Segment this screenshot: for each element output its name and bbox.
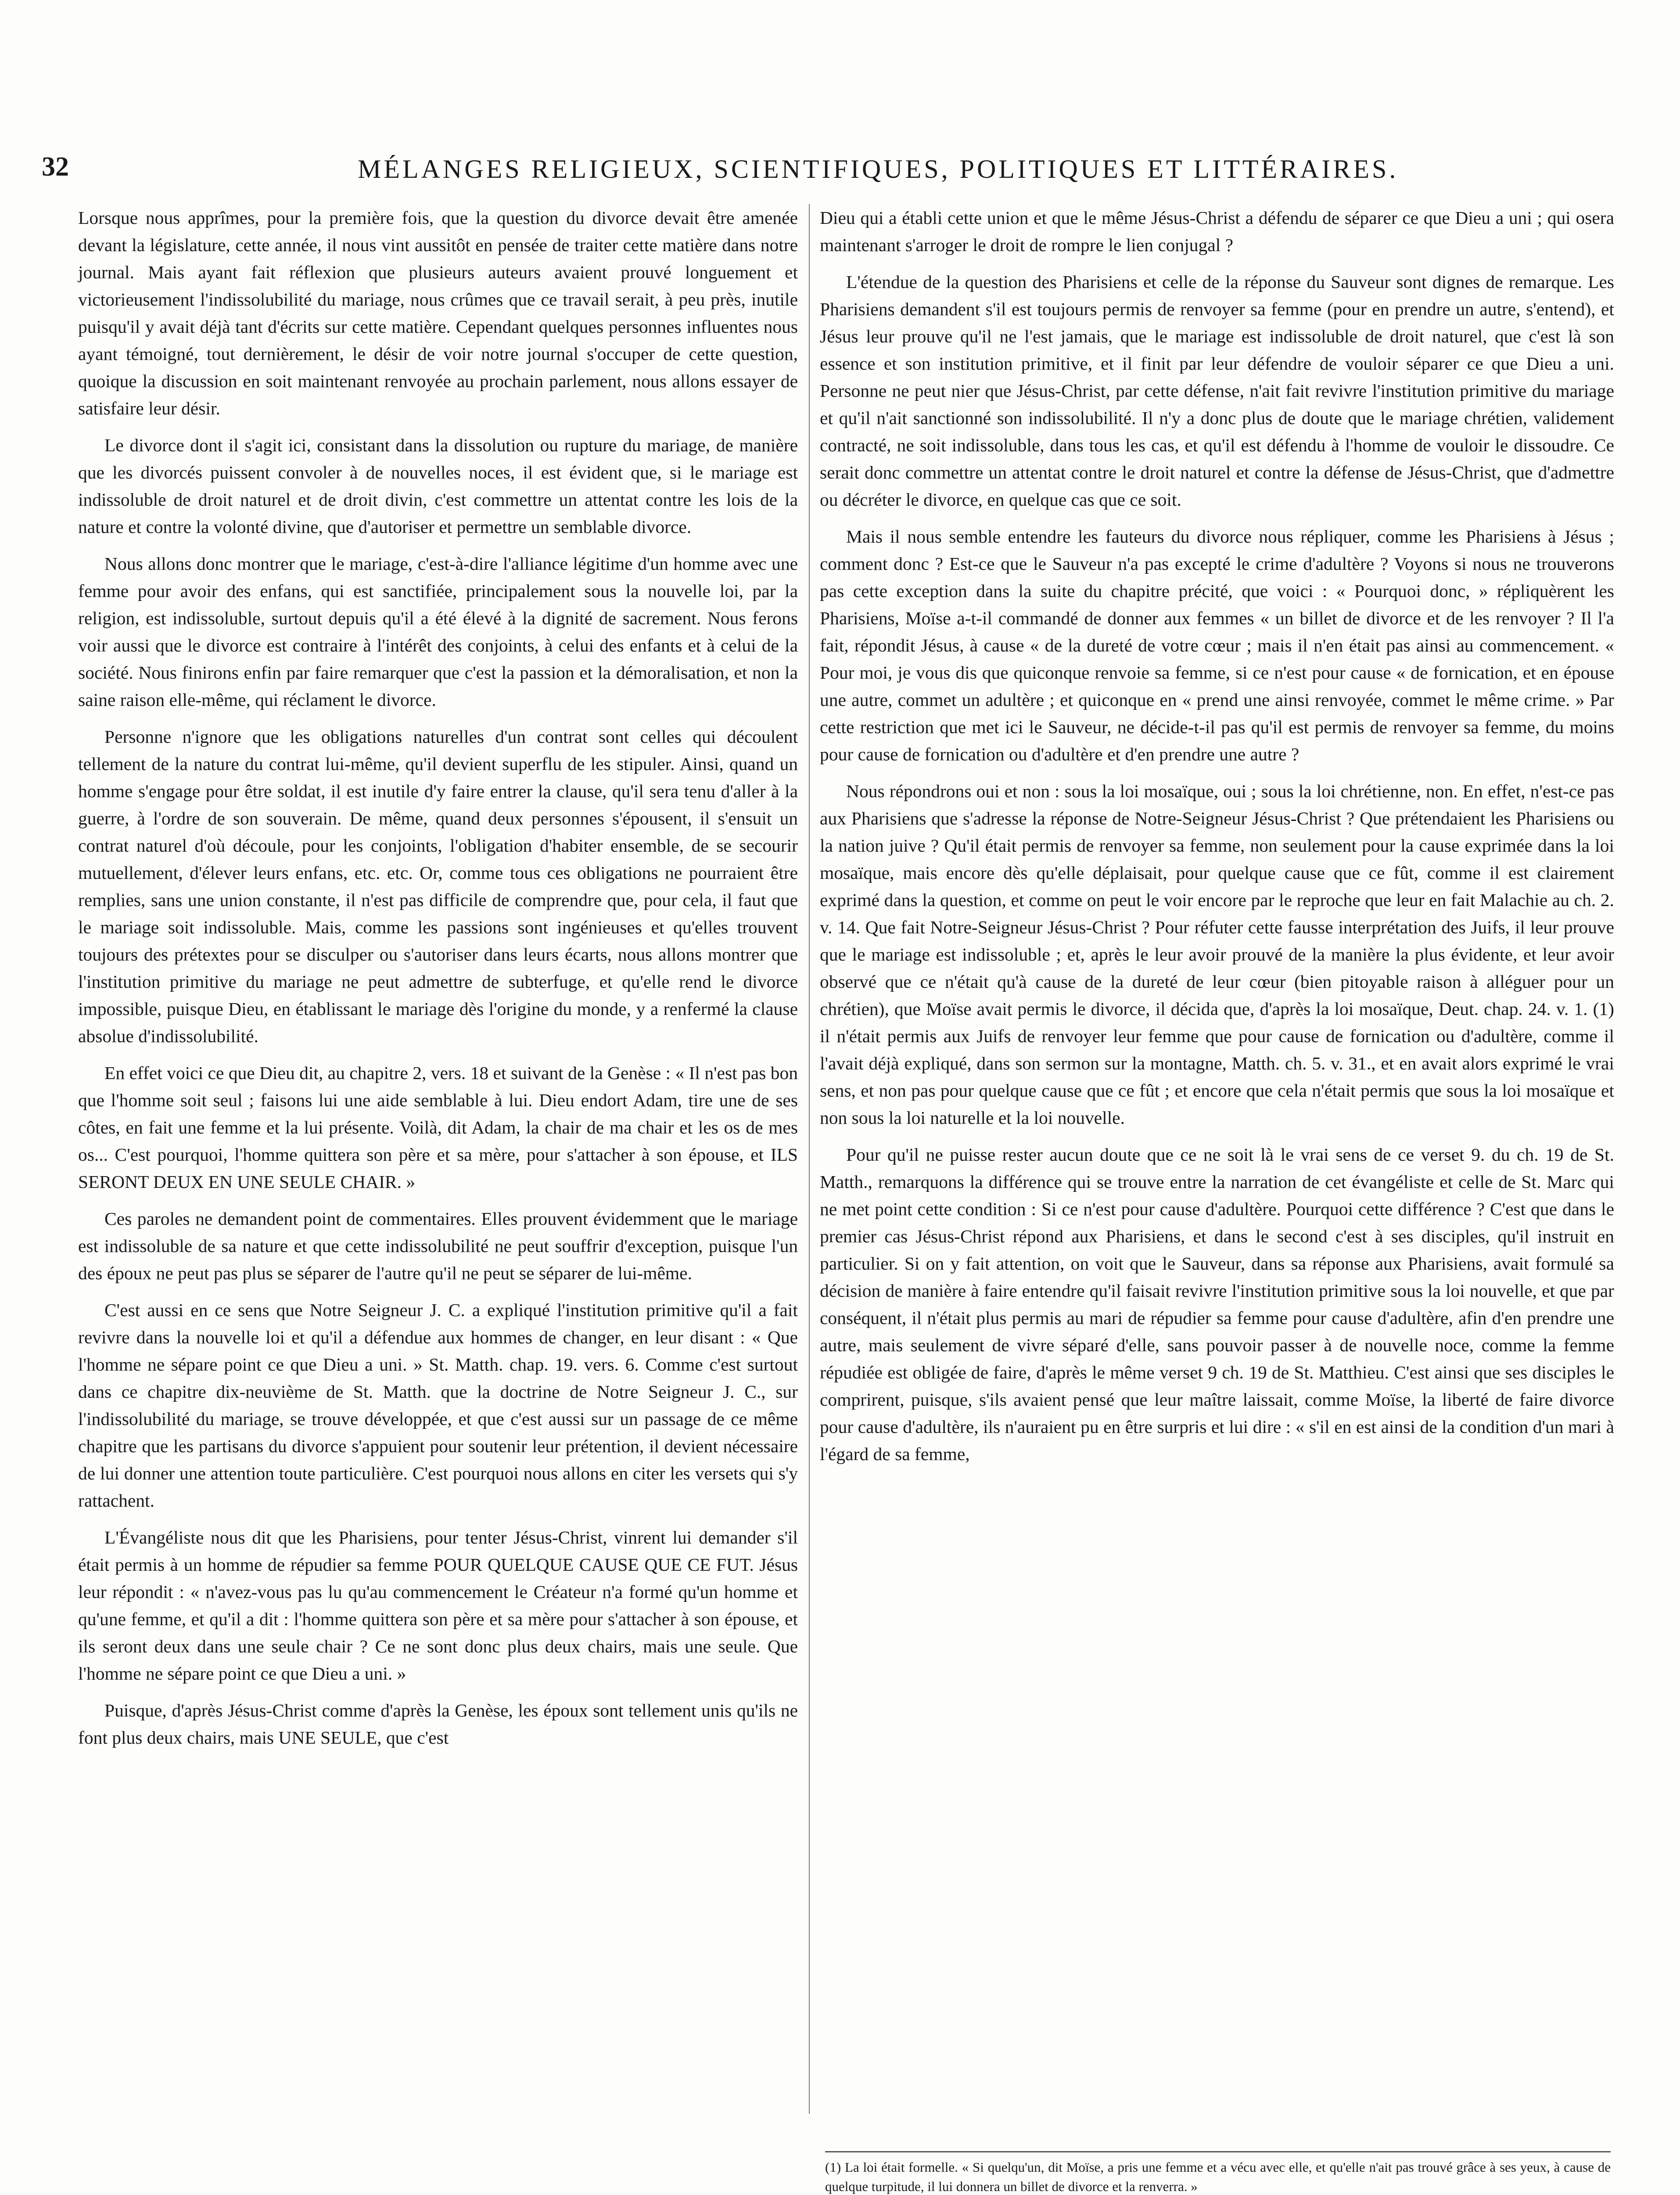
page-number: 32 bbox=[42, 152, 69, 182]
page-header bbox=[42, 151, 1630, 191]
left-column bbox=[78, 204, 798, 1761]
paragraph: Lorsque nous apprîmes, pour la première fois, que la question du divorce devait être amenée devant la législature, cette année, il nous vint aussitôt en pensée de traiter cette matière dans notre journal. Mais ayant fait réflexion que plusieurs auteurs avaient prouvé longuement et victorieusement l'indissolubilité du mariage, nous crûmes que ce travail serait, à peu près, inutile puisqu'il y avait déjà tant d'écrits sur cette matière. Cependant quelques personnes influentes nous ayant témoigné, tout dernièrement, le désir de voir notre journal s'occuper de cette question, quoique la discussion en soit maintenant renvoyée au prochain parlement, nous allons essayer de satisfaire leur désir. bbox=[78, 208, 798, 418]
footnote: (1) La loi était formelle. « Si quelqu'un, dit Moïse, a pris une femme et a vécu avec elle, et qu'elle n'ait pas trouvé grâce à ses yeux, à cause de quelque turpitude, il lui donnera un billet de divorce et la renverra. » bbox=[825, 2159, 1611, 2194]
paragraph: Personne n'ignore que les obligations naturelles d'un contrat sont celles qui découlent tellement de la nature du contrat lui-même, qu'il devient superflu de les stipuler. Ainsi, quand un homme s'engage pour être soldat, il est inutile d'y faire entrer la clause, qu'il sera tenu d'aller à la guerre, à l'ordre de son souverain. De même, quand deux personnes s'épousent, il s'ensuit un contrat naturel d'où découle, pour les conjoints, l'obligation d'habiter ensemble, de se secourir mutuellement, d'élever leurs enfans, etc. etc. Or, comme tous ces obligations ne pourraient être remplies, sans une union constante, il n'est pas difficile de comprendre que, pour cela, il faut que le mariage soit indissoluble. Mais, comme les passions sont ingénieuses et qu'elles trouvent toujours des prétextes pour se disculper ou s'autoriser dans leurs écarts, nous allons montrer que l'institution primitive du mariage ne peut admettre de subterfuge, et qu'elle rend le divorce impossible, puisque Dieu, en établissant le mariage dès l'origine du monde, y a renfermé la clause absolue d'indissolubilité. bbox=[78, 727, 798, 1046]
paragraph: Nous répondrons oui et non : sous la loi mosaïque, oui ; sous la loi chrétienne, non. En effet, n'est-ce pas aux Pharisiens que s'adresse la réponse de Notre-Seigneur Jésus-Christ ? Que prétendaient les Pharisiens ou la nation juive ? Qu'il était permis de renvoyer sa femme, non seulement pour la cause exprimée dans la loi mosaïque, mais encore dès qu'elle déplaisait, pour quelque cause que ce fût, comme il est clairement exprimé dans la question, et comme on peut le voir encore par le reproche que leur en fait Malachie au ch. 2. v. 14. Que fait Notre-Seigneur Jésus-Christ ? Pour réfuter cette fausse interprétation des Juifs, il leur prouve que le mariage est indissoluble ; et, après le leur avoir prouvé de la manière la plus évidente, et leur avoir observé que ce n'était qu'à cause de la dureté de leur cœur (bien pitoyable raison à alléguer pour un chrétien), que Moïse avait permis le divorce, il décida que, d'après la loi mosaïque, Deut. chap. 24. v. 1. (1) il n'était permis aux Juifs de renvoyer leur femme que pour cause de fornication ou d'adultère, comme il l'avait déjà expliqué, dans son sermon sur la montagne, Matth. ch. 5. v. 31., et en avait alors exprimé le vrai sens, et non pas pour quelque cause que ce fût ; et encore que cela n'était permis que sous la loi mosaïque et non sous la loi naturelle et la loi nouvelle. bbox=[820, 781, 1614, 1128]
running-title: MÉLANGES RELIGIEUX, SCIENTIFIQUES, POLITIQUES ET LITTÉRAIRES. bbox=[358, 155, 1399, 184]
column-divider bbox=[809, 204, 810, 2114]
paragraph: Nous allons donc montrer que le mariage, c'est-à-dire l'alliance légitime d'un homme avec une femme pour avoir des enfans, qui est sanctifiée, principalement sous la nouvelle loi, par la religion, est indissoluble, surtout depuis qu'il a été élevé à la dignité de sacrement. Nous ferons voir aussi que le divorce est contraire à l'intérêt des conjoints, à celui des enfants et à celui de la société. Nous finirons enfin par faire remarquer que c'est la passion et la démoralisation, et non la saine raison elle-même, qui réclament le divorce. bbox=[78, 554, 798, 710]
paragraph: En effet voici ce que Dieu dit, au chapitre 2, vers. 18 et suivant de la Genèse : « Il n'est pas bon que l'homme soit seul ; faisons lui une aide semblable à lui. Dieu endort Adam, tire une de ses côtes, en fait une femme et la lui présente. Voilà, dit Adam, la chair de ma chair et les os de mes os... C'est pourquoi, l'homme quittera son père et sa mère, pour s'attacher à son épouse, et ILS SERONT DEUX EN UNE SEULE CHAIR. » bbox=[78, 1063, 798, 1192]
paragraph: Ces paroles ne demandent point de commentaires. Elles prouvent évidemment que le mariage est indissoluble de sa nature et que cette indissolubilité ne peut souffrir d'exception, puisque l'un des époux ne peut pas plus se séparer de l'autre qu'il ne peut se séparer de lui-même. bbox=[78, 1209, 798, 1283]
paragraph: Puisque, d'après Jésus-Christ comme d'après la Genèse, les époux sont tellement unis qu'ils ne font plus deux chairs, mais UNE SEULE, que c'est bbox=[78, 1700, 798, 1748]
paragraph: Dieu qui a établi cette union et que le même Jésus-Christ a défendu de séparer ce que Dieu a uni ; qui osera maintenant s'arroger le droit de rompre le lien conjugal ? bbox=[820, 208, 1614, 255]
footnote-rule bbox=[825, 2151, 1611, 2152]
paragraph: Mais il nous semble entendre les fauteurs du divorce nous répliquer, comme les Pharisiens à Jésus ; comment donc ? Est-ce que le Sauveur n'a pas excepté le crime d'adultère ? Voyons si nous ne trouverons pas cette exception dans la suite du chapitre précité, que voici : « Pourquoi donc, » répliquèrent les Pharisiens, Moïse a-t-il commandé de donner aux femmes « un billet de divorce et de les renvoyer ? Il l'a fait, répondit Jésus, à cause « de la dureté de votre cœur ; mais il n'en était pas ainsi au commencement. « Pour moi, je vous dis que quiconque renvoie sa femme, si ce n'est pour cause « de fornication, et en épouse une autre, commet un adultère ; et quiconque en « prend une ainsi renvoyée, commet le même crime. » Par cette restriction que met ici le Sauveur, ne décide-t-il pas qu'il est permis de renvoyer sa femme, du moins pour cause de fornication ou d'adultère et d'en prendre une autre ? bbox=[820, 526, 1614, 764]
paragraph: C'est aussi en ce sens que Notre Seigneur J. C. a expliqué l'institution primitive qu'il a fait revivre dans la nouvelle loi et qu'il a défendue aux hommes de changer, en leur disant : « Que l'homme ne sépare point ce que Dieu a uni. » St. Matth. chap. 19. vers. 6. Comme c'est surtout dans ce chapitre dix-neuvième de St. Matth. que la doctrine de Notre Seigneur J. C., sur l'indissolubilité du mariage, se trouve développée, et que c'est aussi sur un passage de ce même chapitre que les partisans du divorce s'appuient pour soutenir leur prétention, il devient nécessaire de lui donner une attention toute particulière. C'est pourquoi nous allons en citer les versets qui s'y rattachent. bbox=[78, 1300, 798, 1511]
paragraph: L'étendue de la question des Pharisiens et celle de la réponse du Sauveur sont dignes de remarque. Les Pharisiens demandent s'il est toujours permis de renvoyer sa femme (pour en prendre un autre, s'entend), et Jésus leur prouve qu'il ne l'est jamais, que le mariage est indissoluble de droit naturel, que c'est là son essence et son institution primitive, et il finit par leur défendre de vouloir séparer ce que Dieu a uni. Personne ne peut nier que Jésus-Christ, par cette défense, n'ait fait revivre l'institution primitive du mariage et qu'il n'ait sanctionné son indissolubilité. Il n'y a donc plus de doute que le mariage chrétien, validement contracté, ne soit indissoluble, dans tous les cas, et qu'il est défendu à l'homme de vouloir le dissoudre. Ce serait donc commettre un attentat contre le droit naturel et contre la défense de Jésus-Christ, que d'admettre ou décréter le divorce, en quelque cas que ce soit. bbox=[820, 272, 1614, 510]
paragraph: L'Évangéliste nous dit que les Pharisiens, pour tenter Jésus-Christ, vinrent lui demander s'il était permis à un homme de répudier sa femme POUR QUELQUE CAUSE QUE CE FUT. Jésus leur répondit : « n'avez-vous pas lu qu'au commencement le Créateur n'a formé qu'un homme et qu'une femme, et qu'il a dit : l'homme quittera son père et sa mère pour s'attacher à son épouse, et ils seront deux dans une seule chair ? Ce ne sont donc plus deux chairs, mais une seule. Que l'homme ne sépare point ce que Dieu a uni. » bbox=[78, 1527, 798, 1684]
paragraph: Le divorce dont il s'agit ici, consistant dans la dissolution ou rupture du mariage, de manière que les divorcés puissent convoler à de nouvelles noces, il est évident que, si le mariage est indissoluble de droit naturel et de droit divin, c'est commettre un attentat contre les lois de la nature et contre la volonté divine, que d'autoriser et permettre un semblable divorce. bbox=[78, 435, 798, 537]
right-column bbox=[820, 204, 1614, 1477]
paragraph: Pour qu'il ne puisse rester aucun doute que ce ne soit là le vrai sens de ce verset 9. du ch. 19 de St. Matth., remarquons la différence qui se trouve entre la narration de cet évangéliste et celle de St. Marc qui ne met point cette condition : Si ce n'est pour cause d'adultère. Pourquoi cette différence ? C'est que dans le premier cas Jésus-Christ répond aux Pharisiens, et dans le second c'est à ses disciples, qu'il instruit en particulier. Si on y fait attention, on voit que le Sauveur, dans sa réponse aux Pharisiens, avait formulé sa décision de manière à faire entendre qu'il faisait revivre l'institution primitive sous la loi nouvelle, et que par conséquent, il n'était plus permis au mari de répudier sa femme pour cause d'adultère, afin d'en prendre une autre, mais seulement de vivre séparé d'elle, sans pouvoir passer à de nouvelle noce, comme la femme répudiée est obligée de faire, d'après le même verset 9 ch. 19 de St. Matthieu. C'est ainsi que ses disciples le comprirent, puisque, s'ils avaient pensé que leur maître laissait, comme Moïse, la liberté de faire divorce pour cause d'adultère, ils n'auraient pu en être surpris et lui dire : « s'il en est ainsi de la condition d'un mari à l'égard de sa femme, bbox=[820, 1144, 1614, 1464]
